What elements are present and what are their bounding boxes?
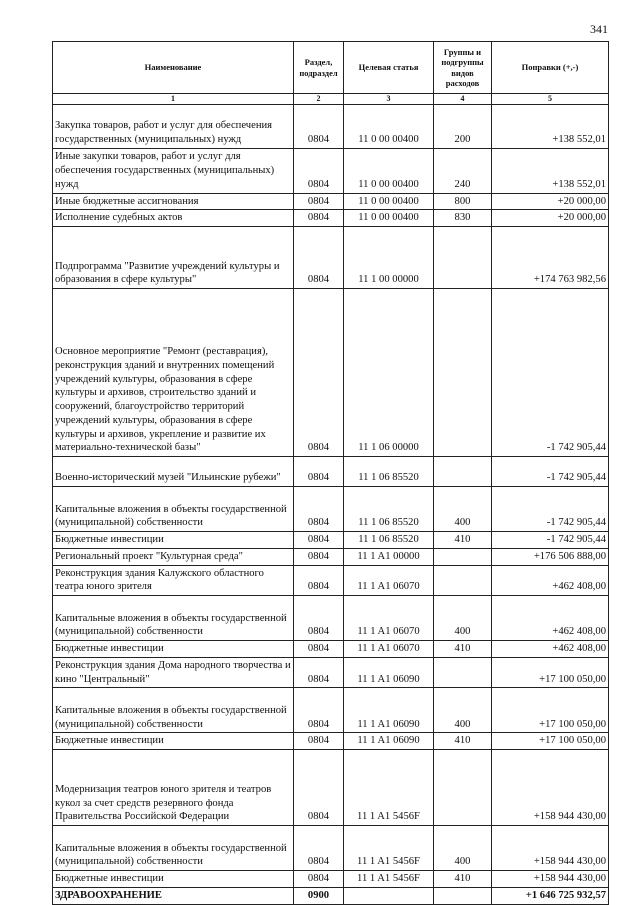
row-group: 800 (434, 193, 492, 210)
column-number: 4 (434, 94, 492, 105)
row-name: Военно-исторический музей "Ильинские рубежи" (53, 457, 294, 487)
row-amount: +158 944 430,00 (492, 871, 609, 888)
table-row (53, 457, 609, 487)
header-target: Целевая статья (344, 42, 434, 94)
row-name: Капитальные вложения в объекты государственной (муниципальной) собственности (53, 487, 294, 532)
row-group (434, 565, 492, 596)
table-row (53, 548, 609, 565)
row-group (434, 657, 492, 688)
row-amount: +138 552,01 (492, 148, 609, 193)
row-section: 0804 (294, 193, 344, 210)
row-section: 0804 (294, 641, 344, 658)
row-target: 11 1 A1 06090 (344, 657, 434, 688)
row-section: 0804 (294, 565, 344, 596)
column-number-row (53, 94, 609, 105)
row-group (434, 457, 492, 487)
row-amount: +176 506 888,00 (492, 548, 609, 565)
row-name: Исполнение судебных актов (53, 210, 294, 227)
table-row (53, 193, 609, 210)
row-section: 0804 (294, 532, 344, 549)
page-number: 341 (590, 22, 608, 36)
row-section: 0804 (294, 104, 344, 148)
row-section: 0804 (294, 487, 344, 532)
row-section: 0804 (294, 457, 344, 487)
row-target: 11 1 06 85520 (344, 457, 434, 487)
row-group: 240 (434, 148, 492, 193)
row-name: Иные бюджетные ассигнования (53, 193, 294, 210)
row-target: 11 1 A1 06070 (344, 596, 434, 641)
row-section: 0804 (294, 826, 344, 871)
row-section: 0804 (294, 871, 344, 888)
row-amount: +462 408,00 (492, 596, 609, 641)
row-group: 830 (434, 210, 492, 227)
table-row (53, 733, 609, 750)
row-name: ЗДРАВООХРАНЕНИЕ (53, 888, 294, 905)
row-group: 410 (434, 733, 492, 750)
row-amount: +174 763 982,56 (492, 227, 609, 289)
row-amount: -1 742 905,44 (492, 457, 609, 487)
row-group (434, 548, 492, 565)
row-amount: -1 742 905,44 (492, 532, 609, 549)
row-section: 0804 (294, 688, 344, 733)
row-name: Капитальные вложения в объекты государственной (муниципальной) собственности (53, 826, 294, 871)
column-number: 5 (492, 94, 609, 105)
row-amount: +158 944 430,00 (492, 826, 609, 871)
table-row (53, 148, 609, 193)
row-target: 11 1 06 00000 (344, 289, 434, 457)
row-group: 200 (434, 104, 492, 148)
row-section: 0804 (294, 657, 344, 688)
row-amount: +462 408,00 (492, 565, 609, 596)
row-target: 11 0 00 00400 (344, 148, 434, 193)
row-group (434, 888, 492, 905)
row-amount: +17 100 050,00 (492, 733, 609, 750)
row-section: 0804 (294, 289, 344, 457)
row-target: 11 1 A1 06090 (344, 688, 434, 733)
row-name: Бюджетные инвестиции (53, 871, 294, 888)
row-target: 11 0 00 00400 (344, 104, 434, 148)
table-row (53, 826, 609, 871)
row-target: 11 1 A1 5456F (344, 871, 434, 888)
row-target: 11 1 06 85520 (344, 532, 434, 549)
row-group: 410 (434, 641, 492, 658)
table-row (53, 210, 609, 227)
row-section: 0804 (294, 210, 344, 227)
row-group: 400 (434, 826, 492, 871)
row-amount: +17 100 050,00 (492, 657, 609, 688)
row-name: Бюджетные инвестиции (53, 641, 294, 658)
column-number: 1 (53, 94, 294, 105)
row-name: Подпрограмма "Развитие учреждений культуры и образования в сфере культуры" (53, 227, 294, 289)
row-amount: +462 408,00 (492, 641, 609, 658)
row-section: 0804 (294, 227, 344, 289)
table-row (53, 657, 609, 688)
row-name: Модернизация театров юного зрителя и театров кукол за счет средств резервного фонда Правительства Российской Федерации (53, 750, 294, 826)
row-amount: -1 742 905,44 (492, 487, 609, 532)
header-name: Наименование (53, 42, 294, 94)
row-target: 11 0 00 00400 (344, 193, 434, 210)
row-amount: +20 000,00 (492, 193, 609, 210)
column-number: 3 (344, 94, 434, 105)
row-target (344, 888, 434, 905)
header-amendments: Поправки (+,-) (492, 42, 609, 94)
table-row (53, 750, 609, 826)
table-row (53, 688, 609, 733)
row-name: Реконструкция здания Калужского областного театра юного зрителя (53, 565, 294, 596)
row-group (434, 750, 492, 826)
table-row (53, 565, 609, 596)
row-section: 0804 (294, 596, 344, 641)
column-number: 2 (294, 94, 344, 105)
row-section: 0804 (294, 148, 344, 193)
table-row (53, 596, 609, 641)
row-section: 0804 (294, 548, 344, 565)
row-name: Бюджетные инвестиции (53, 733, 294, 750)
table-row (53, 888, 609, 905)
row-name: Иные закупки товаров, работ и услуг для обеспечения государственных (муниципальных) нужд (53, 148, 294, 193)
row-amount: +20 000,00 (492, 210, 609, 227)
row-group (434, 289, 492, 457)
table-body (53, 104, 609, 904)
table-row (53, 289, 609, 457)
row-target: 11 1 A1 06070 (344, 565, 434, 596)
row-amount: +17 100 050,00 (492, 688, 609, 733)
table-row (53, 532, 609, 549)
row-section: 0900 (294, 888, 344, 905)
row-amount: +138 552,01 (492, 104, 609, 148)
header-row (53, 42, 609, 94)
table-row (53, 227, 609, 289)
row-name: Бюджетные инвестиции (53, 532, 294, 549)
row-amount: +1 646 725 932,57 (492, 888, 609, 905)
table-row (53, 641, 609, 658)
row-group: 410 (434, 871, 492, 888)
table-row (53, 871, 609, 888)
row-group: 400 (434, 688, 492, 733)
row-section: 0804 (294, 750, 344, 826)
table-row (53, 487, 609, 532)
row-target: 11 1 A1 00000 (344, 548, 434, 565)
row-group: 410 (434, 532, 492, 549)
row-name: Основное мероприятие "Ремонт (реставрация), реконструкция зданий и внутренних помещений учреждений культуры, образования в сфере культуры и архивов, строительство зданий и сооружений, благоустройство территорий учреждений культуры, образования в сфере культуры и архивов, укрепление и развитие их материально-технической базы" (53, 289, 294, 457)
row-amount: +158 944 430,00 (492, 750, 609, 826)
row-group (434, 227, 492, 289)
row-target: 11 1 A1 5456F (344, 826, 434, 871)
row-amount: -1 742 905,44 (492, 289, 609, 457)
header-groups: Группы и подгруппы видов расходов (434, 42, 492, 94)
row-group: 400 (434, 487, 492, 532)
row-name: Закупка товаров, работ и услуг для обеспечения государственных (муниципальных) нужд (53, 104, 294, 148)
row-target: 11 1 06 85520 (344, 487, 434, 532)
row-target: 11 1 A1 06070 (344, 641, 434, 658)
row-target: 11 1 A1 5456F (344, 750, 434, 826)
table-row (53, 104, 609, 148)
row-target: 11 0 00 00400 (344, 210, 434, 227)
row-name: Капитальные вложения в объекты государственной (муниципальной) собственности (53, 596, 294, 641)
row-group: 400 (434, 596, 492, 641)
row-section: 0804 (294, 733, 344, 750)
row-target: 11 1 00 00000 (344, 227, 434, 289)
row-name: Реконструкция здания Дома народного творчества и кино "Центральный" (53, 657, 294, 688)
row-target: 11 1 A1 06090 (344, 733, 434, 750)
header-section: Раздел, подраздел (294, 42, 344, 94)
row-name: Капитальные вложения в объекты государственной (муниципальной) собственности (53, 688, 294, 733)
budget-amendments-table (52, 41, 609, 905)
row-name: Региональный проект "Культурная среда" (53, 548, 294, 565)
